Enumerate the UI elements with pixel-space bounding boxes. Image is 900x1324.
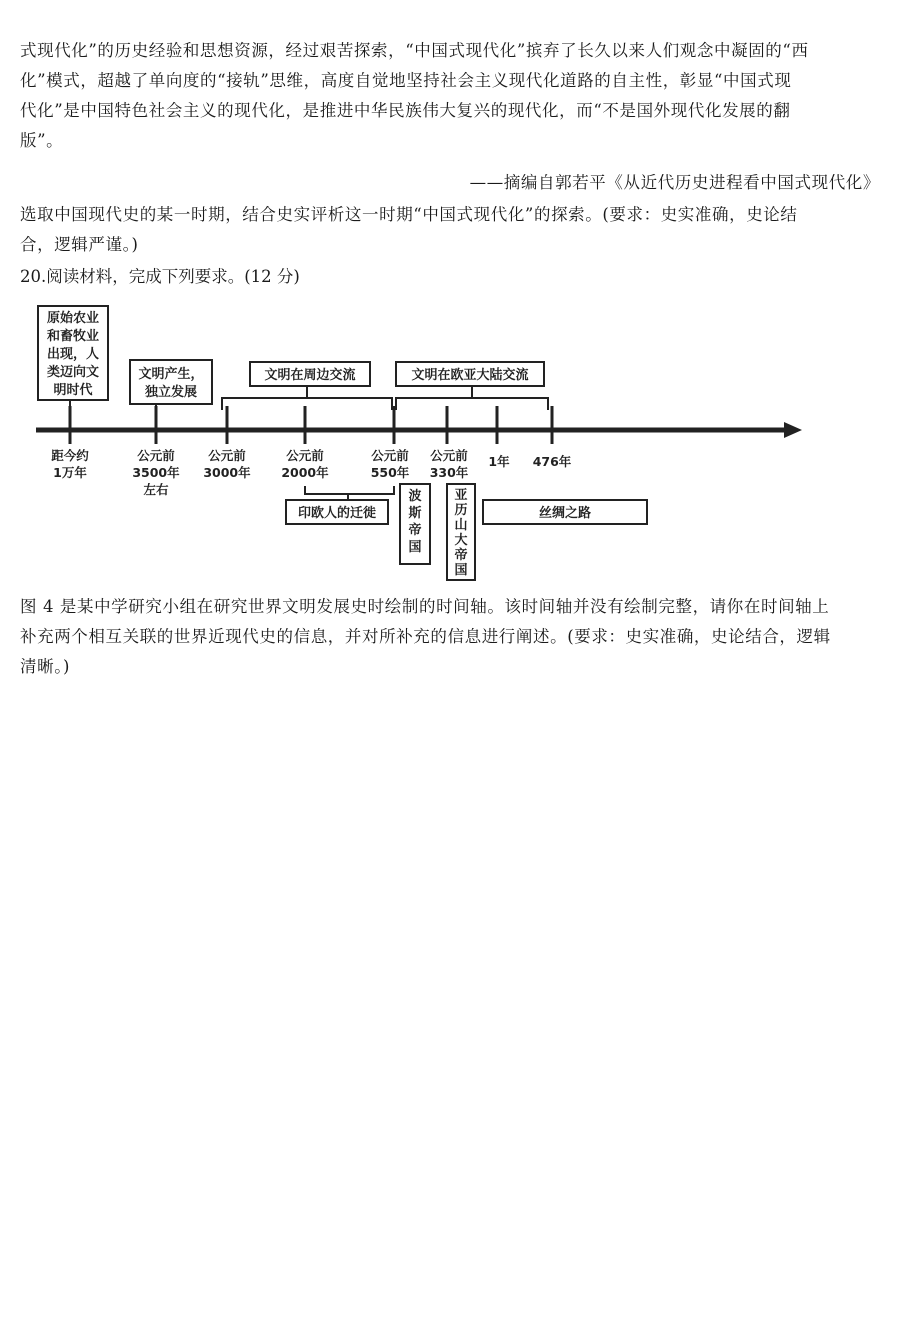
box-text: 和畜牧业 [46,329,100,344]
box-text: 原始农业 [46,311,100,326]
tick-label: 公元前 [208,448,246,463]
text-line: 合，逻辑严谨。) [20,235,139,254]
box-text: 文明产生， [138,367,204,382]
material-paragraph [20,36,884,156]
bracket-eurasia [396,398,548,410]
box-text: 明时代 [53,383,93,398]
bracket-migration [305,486,394,494]
question-header: 20.阅读材料，完成下列要求。(12 分) [20,267,300,286]
box-text: 山 [454,518,468,533]
box-text: 文明在欧亚大陆交流 [411,368,529,383]
tick-label: 3000年 [203,465,251,480]
text-line: 补充两个相互关联的世界近现代史的信息，并对所补充的信息进行阐述。(要求：史实准确，史论结合，逻辑 [20,627,831,646]
box-text: 丝绸之路 [538,506,592,521]
tick-label: 330年 [429,465,469,480]
tick-label: 1年 [488,454,510,469]
box-text: 国 [408,540,422,555]
box-text: 文明在周边交流 [264,368,356,383]
tick-label: 550年 [370,465,410,480]
text-line: 版”。 [20,131,64,150]
box-text: 历 [454,503,468,518]
text-line: 代化”是中国特色社会主义的现代化，是推进中华民族伟大复兴的现代化，而“不是国外现代化发展的翻 [20,101,791,120]
axis-arrow-icon [784,422,802,438]
box-text: 帝 [408,523,422,538]
box-text: 独立发展 [144,385,198,400]
tick-label: 476年 [532,454,572,469]
text-line: 式现代化”的历史经验和思想资源，经过艰苦探索，“中国式现代化”摈弃了长久以来人们观念中凝固的“西 [20,41,809,60]
tick-label: 公元前 [371,448,409,463]
text-line: 选取中国现代史的某一时期，结合史实评析这一时期“中国式现代化”的探索。(要求：史实准确，史论结 [20,205,798,224]
box-text: 出现，人 [46,347,100,362]
tick-label: 公元前 [286,448,324,463]
tick-label: 左右 [143,482,169,497]
box-text: 大 [454,533,468,548]
box-text: 类迈向文 [46,365,100,380]
tick-label: 距今约 [51,448,89,463]
source-attribution: ——摘编自郭若平《从近代历史进程看中国式现代化》 [469,173,880,192]
text-line: 清晰。) [20,657,71,676]
bracket-periphery [222,398,392,410]
box-text: 印欧人的迁徙 [297,506,377,521]
box-text: 波 [408,489,422,504]
tick-label: 公元前 [430,448,468,463]
tick-label: 2000年 [281,465,329,480]
box-text: 亚 [454,488,468,503]
tick-label: 1万年 [53,465,87,480]
text-line: 化”模式，超越了单向度的“接轨”思维，高度自觉地坚持社会主义现代化道路的自主性，彰显“中国式现 [20,71,792,90]
box-text: 帝 [454,548,468,563]
box-text: 斯 [408,506,422,521]
tick-label: 3500年 [132,465,180,480]
timeline-figure [20,296,820,586]
tick-label: 公元前 [137,448,175,463]
timeline-svg [20,296,820,586]
box-text: 国 [454,563,468,578]
task-paragraph [20,200,884,260]
text-line: 图 4 是某中学研究小组在研究世界文明发展史时绘制的时间轴。该时间轴并没有绘制完整，请你在时间轴上 [20,597,830,616]
figure-caption-question [20,592,884,682]
